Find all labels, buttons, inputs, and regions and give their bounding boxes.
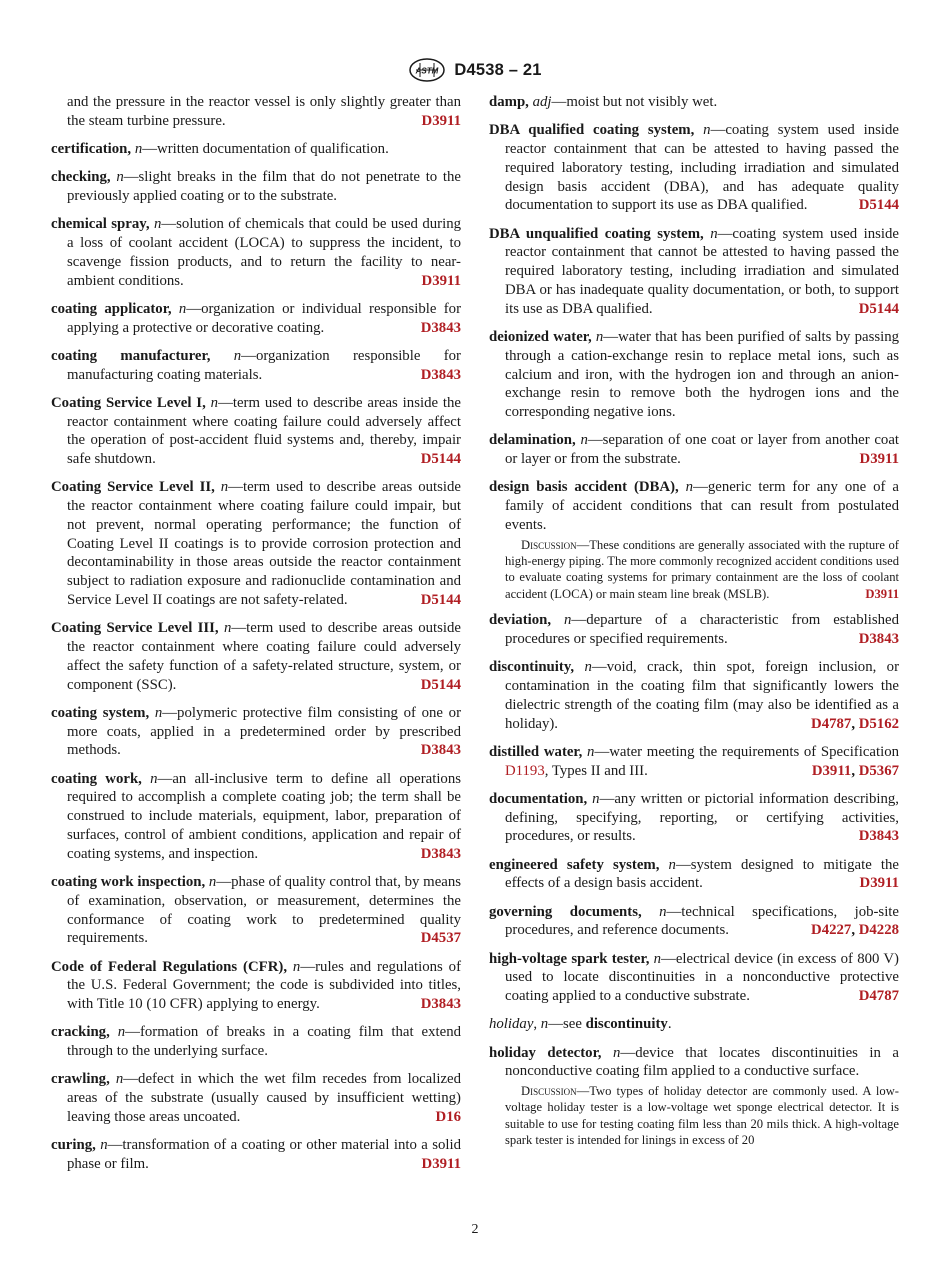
glossary-term: DBA qualified coating system, (489, 122, 704, 139)
glossary-term: chemical spray, (51, 216, 154, 233)
astm-logo-icon (408, 58, 446, 82)
reference-group (421, 845, 461, 864)
part-of-speech: n (233, 347, 242, 364)
glossary-entry: curing, n—transformation of a coating or other material into a solid phase or film. D3911 (51, 1137, 461, 1172)
part-of-speech: n (564, 612, 572, 629)
standard-reference-link[interactable]: D3911 (421, 272, 461, 289)
discussion-label: Discussion (521, 537, 577, 552)
glossary-entry: certification, n—written documentation of qualification. (51, 140, 389, 157)
standard-reference-link[interactable]: D3843 (420, 742, 461, 759)
reference-group (421, 741, 461, 760)
glossary-term: design basis accident (DBA), (489, 479, 686, 496)
glossary-entry: cracking, n—formation of breaks in a coating film that extend through to the underlying surface. (51, 1024, 461, 1060)
glossary-entry: deionized water, n—water that has been purified of salts by passing through a cation-exchange resin to replace metal ions, such as calcium and iron, with the hydrogen ion and through an anion-exchange resin to remove both the hydrogen ions and the corresponding negative ions. (489, 328, 899, 421)
glossary-term: checking, (51, 169, 117, 186)
part-of-speech: n (584, 659, 592, 676)
glossary-term: Coating Service Level I, (51, 394, 211, 411)
reference-group (865, 586, 899, 602)
standard-reference-link[interactable]: D4227 (811, 922, 852, 939)
reference-separator: , (851, 715, 859, 732)
standard-reference-link[interactable]: D4787 (811, 715, 852, 732)
reference-group (421, 591, 461, 610)
svg-text:ASTM: ASTM (415, 66, 439, 76)
reference-group (422, 112, 461, 131)
see-also-term: discontinuity (585, 1016, 668, 1033)
part-of-speech: n (153, 216, 162, 233)
glossary-entry: Coating Service Level I, n—term used to describe areas inside the reactor containment where coating failure could adversely affect the operation of post-accident fluid systems and, thereby, impair safe shutdown. D5144 (51, 394, 461, 468)
standard-reference-link[interactable]: D3911 (865, 586, 899, 601)
part-of-speech: n (685, 479, 694, 496)
glossary-term: crawling, (51, 1071, 116, 1088)
discussion-note: Discussion—Two types of holiday detector are commonly used. A low-voltage holiday tester is a low-voltage wet sponge electrical detector. It is suitable to use for testing coating film less than 20 mils thick. A high-voltage spark tester is intended for linings in excess of 20 (505, 1084, 899, 1148)
reference-group (860, 450, 899, 469)
part-of-speech: n (668, 856, 676, 873)
glossary-entry: holiday detector, n—device that locates discontinuities in a nonconductive coating film applied to a conductive surface. (489, 1044, 899, 1080)
part-of-speech: n (100, 1137, 108, 1154)
reference-group (812, 762, 899, 781)
reference-group (859, 300, 899, 319)
part-of-speech: n (595, 328, 604, 345)
standard-reference-link[interactable]: D5144 (858, 300, 899, 317)
standard-reference-link[interactable]: D4537 (420, 930, 461, 947)
glossary-entry: discontinuity, n—void, crack, thin spot, foreign inclusion, or contamination in the coating film that significantly lowers the dielectric strength of the coating film (may also be identified as a holiday). D4787, D5162 (489, 659, 899, 732)
glossary-term: cracking, (51, 1024, 118, 1041)
glossary-entry: coating applicator, n—organization or individual responsible for applying a protective or decorative coating. D3843 (51, 300, 461, 336)
discussion-note: Discussion—These conditions are generally associated with the rupture of high-energy piping. The more commonly recognized accident conditions used to evaluate coating systems for primary containment are the loss of coolant accident (LOCA) or main steam line break (MSLB). D3911 (505, 537, 899, 601)
standard-reference-link[interactable]: D3843 (420, 319, 461, 336)
part-of-speech: n (116, 169, 124, 186)
standard-reference-link[interactable]: D5144 (858, 197, 899, 214)
part-of-speech: n (210, 394, 219, 411)
glossary-entry: coating work, n—an all-inclusive term to define all operations required to accomplish a complete coating job; the term shall be construed to include materials, equipment, labor, preparation of surfaces, control of ambient conditions, application and repair of coating systems, and inspection. D3843 (51, 770, 461, 862)
standard-reference-link[interactable]: D3843 (420, 366, 461, 383)
glossary-term: holiday (489, 1016, 534, 1033)
part-of-speech: n (223, 620, 232, 637)
part-of-speech: n (653, 950, 662, 967)
glossary-term: Coating Service Level III, (51, 620, 224, 637)
glossary-entry: design basis accident (DBA), n—generic term for any one of a family of accident conditions that can result from postulated events. (489, 479, 899, 533)
glossary-entry: holiday, n—see discontinuity. (489, 1016, 672, 1033)
reference-group (859, 630, 899, 649)
glossary-entry: high-voltage spark tester, n—electrical device (in excess of 800 V) used to locate discontinuities in a nonconductive protective coating applied to a conductive substrate. D4787 (489, 950, 899, 1005)
standard-reference-link[interactable]: D3843 (858, 631, 899, 648)
glossary-term: coating system, (51, 704, 155, 721)
part-of-speech: n (540, 1016, 549, 1033)
reference-group (421, 995, 461, 1014)
glossary-entry: Coating Service Level III, n—term used to describe areas outside the reactor containment where coating failure could adversely affect the safety function of a safety-related structure, system, or component (SSC). D5144 (51, 620, 461, 693)
part-of-speech: n (178, 300, 187, 317)
glossary-entry: deviation, n—departure of a characteristic from established procedures or specified requirements. D3843 (489, 612, 899, 648)
reference-group (421, 929, 461, 948)
glossary-term: discontinuity, (489, 659, 585, 676)
standard-reference-link[interactable]: D4787 (858, 988, 899, 1005)
part-of-speech: n (292, 958, 301, 975)
glossary-term: Coating Service Level II, (51, 479, 221, 496)
glossary-entry: damp, adj—moist but not visibly wet. (489, 94, 718, 110)
glossary-entry: Code of Federal Regulations (CFR), n—rules and regulations of the U.S. Federal Government; the code is subdivided into titles, with Title 10 (10 CFR) applying to energy. D3843 (51, 958, 461, 1013)
reference-separator: , (851, 922, 859, 939)
part-of-speech: n (220, 479, 229, 496)
reference-group (422, 1155, 461, 1174)
left-column (51, 93, 461, 1183)
standard-reference-link[interactable]: D5144 (420, 592, 461, 609)
glossary-term: holiday detector, (489, 1044, 613, 1061)
reference-group (859, 987, 899, 1006)
reference-group (860, 874, 899, 893)
glossary-term: damp, (489, 94, 533, 110)
glossary-entry: engineered safety system, n—system designed to mitigate the effects of a design basis accident. D3911 (489, 856, 900, 892)
glossary-term: Code of Federal Regulations (CFR), (51, 958, 293, 975)
standard-reference-link[interactable]: D1193 (505, 762, 545, 779)
glossary-entry: chemical spray, n—solution of chemicals that could be used during a loss of coolant accident (LOCA) to suppress the incident, to scavenge fission products, and to return the facility to near-ambient conditions. D3911 (51, 216, 461, 289)
reference-group (421, 676, 461, 695)
glossary-entry: DBA qualified coating system, n—coating system used inside reactor containment that can be attested to having passed the required laboratory testing, including irradiation and simulated design basis accident (DBA), and has adequate quality documentation to support its use as DBA qualified. D5144 (489, 122, 899, 214)
standard-reference-link[interactable]: D3843 (420, 845, 461, 862)
standard-reference-link[interactable]: D3911 (859, 451, 899, 468)
glossary-entry: coating manufacturer, n—organization responsible for manufacturing coating materials. D3843 (51, 347, 461, 383)
glossary-entry: distilled water, n—water meeting the requirements of Specification D1193, Types II and III. D3911, D5367 (489, 743, 899, 779)
standard-reference-link[interactable]: D3911 (811, 762, 852, 779)
standard-reference-link[interactable]: D5144 (420, 451, 461, 468)
glossary-term: DBA unqualified coating system, (489, 225, 711, 242)
part-of-speech: n (659, 903, 667, 920)
standard-reference-link[interactable]: D3843 (420, 996, 461, 1013)
standard-reference-link[interactable]: D3911 (421, 112, 461, 129)
part-of-speech: n (612, 1044, 621, 1061)
glossary-term: curing, (51, 1137, 101, 1154)
part-of-speech: n (710, 225, 718, 242)
reference-separator: , (851, 762, 859, 779)
part-of-speech: n (150, 770, 158, 787)
part-of-speech: n (580, 432, 588, 449)
reference-group (421, 450, 461, 469)
glossary-term: certification, (51, 140, 135, 157)
reference-group (422, 272, 461, 291)
reference-group (859, 196, 899, 215)
glossary-entry: Coating Service Level II, n—term used to describe areas outside the reactor containment where coating failure could impair, but not prevent, normal operating performance; the function of Coating Level II coatings is to provide corrosion protection and decontaminability in those areas outside the reactor containment subject to radiation exposure and radionuclide contamination and Service Level II coatings are not safety-related. D5144 (51, 479, 461, 609)
glossary-term: coating work, (51, 770, 151, 787)
reference-group (436, 1108, 461, 1127)
glossary-entry: coating system, n—polymeric protective film consisting of one or more coats, applied in a predetermined order by prescribed methods. D3843 (51, 704, 461, 759)
glossary-term: deviation, (489, 612, 564, 629)
glossary-term: deionized water, (489, 328, 596, 345)
discussion-label: Discussion (521, 1084, 577, 1099)
glossary-term: governing documents, (489, 903, 660, 920)
part-of-speech: n (134, 140, 143, 157)
glossary-term: documentation, (489, 790, 593, 807)
glossary-entry: and the pressure in the reactor vessel is only slightly greater than the steam turbine pressure. D3911 (67, 94, 461, 129)
glossary-entry: documentation, n—any written or pictorial information describing, defining, specifying, reporting, or certifying activities, procedures, or results. D3843 (489, 790, 899, 845)
reference-group (811, 921, 899, 940)
right-column (489, 93, 899, 1158)
glossary-entry: DBA unqualified coating system, n—coating system used inside reactor containment that cannot be attested to having passed the required laboratory testing, including irradiation and simulated DBA or has inadequate quality documentation, or both, to support its use as DBA qualified. D5144 (489, 225, 900, 317)
standard-reference-link[interactable]: D3843 (858, 828, 899, 845)
standard-reference-link[interactable]: D16 (435, 1108, 461, 1125)
reference-group (421, 319, 461, 338)
reference-group (811, 715, 899, 734)
part-of-speech: n (703, 122, 711, 139)
glossary-entry: checking, n—slight breaks in the film that do not penetrate to the previously applied coating or to the substrate. (51, 169, 461, 204)
standard-reference-link[interactable]: D5162 (858, 715, 899, 732)
glossary-entry: crawling, n—defect in which the wet film recedes from localized areas of the substrate (usually caused by insufficient wetting) leaving those areas uncoated. D16 (51, 1071, 461, 1125)
part-of-speech: n (208, 873, 217, 890)
part-of-speech: n (117, 1024, 126, 1041)
page-header (0, 58, 950, 82)
glossary-term: distilled water, (489, 743, 588, 760)
part-of-speech: n (154, 704, 163, 721)
standard-reference-link[interactable]: D3911 (859, 875, 899, 892)
glossary-term: coating applicator, (51, 300, 179, 317)
reference-group (421, 366, 461, 385)
part-of-speech: adj (532, 94, 552, 110)
glossary-term: coating manufacturer, (51, 347, 234, 364)
glossary-entry: delamination, n—separation of one coat or layer from another coat or layer or from the substrate. D3911 (489, 432, 899, 468)
document-designation: D4538 – 21 (454, 60, 542, 79)
glossary-term: delamination, (489, 432, 581, 449)
standard-reference-link[interactable]: D4228 (858, 922, 899, 939)
glossary-term: high-voltage spark tester, (489, 950, 654, 967)
glossary-term: engineered safety system, (489, 856, 669, 873)
glossary-term: coating work inspection, (51, 873, 209, 890)
standard-reference-link[interactable]: D3911 (421, 1155, 461, 1172)
reference-group (859, 827, 899, 846)
glossary-entry: coating work inspection, n—phase of quality control that, by means of examination, observation, or measurement, determines the conformance of coating work to predetermined quality requirements. D4537 (51, 873, 461, 947)
page-number: 2 (471, 1222, 479, 1237)
standard-reference-link[interactable]: D5144 (420, 676, 461, 693)
part-of-speech: n (592, 790, 600, 807)
glossary-entry: governing documents, n—technical specifications, job-site procedures, and reference documents. D4227, D4228 (489, 903, 899, 939)
standard-reference-link[interactable]: D5367 (858, 762, 899, 779)
part-of-speech: n (115, 1071, 124, 1088)
part-of-speech: n (587, 743, 595, 760)
